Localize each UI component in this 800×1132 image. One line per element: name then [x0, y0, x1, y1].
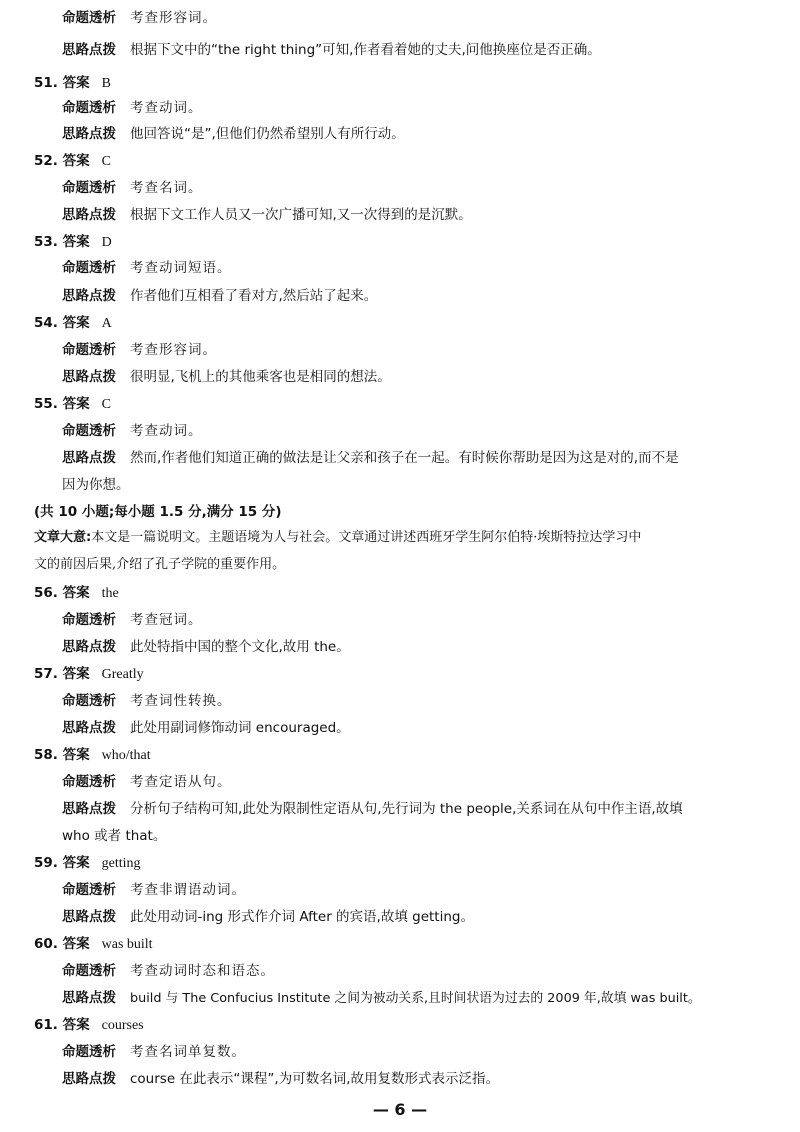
answer-60: 60. 答案 was built — [34, 936, 153, 952]
answer-53: 53. 答案 D — [34, 234, 112, 250]
analysis-line: 命题透析 考查非谓语动词。 — [62, 882, 246, 898]
hint-line: 思路点拨 分析句子结构可知,此处为限制性定语从句,先行词为 the people,关系词在从句中作主语,故填 — [62, 801, 683, 817]
section-heading: (共 10 小题;每小题 1.5 分,满分 15 分) — [34, 504, 282, 520]
answer-61: 61. 答案 courses — [34, 1017, 144, 1033]
analysis-line: 命题透析 考查名词。 — [62, 180, 203, 196]
analysis-line: 命题透析 考查动词时态和语态。 — [62, 963, 275, 979]
analysis-line: 命题透析 考查动词。 — [62, 100, 203, 116]
hint-continuation: 因为你想。 — [62, 477, 130, 493]
article-summary-continuation: 文的前因后果,介绍了孔子学院的重要作用。 — [34, 557, 286, 572]
answer-55: 55. 答案 C — [34, 396, 111, 412]
analysis-line: 命题透析 考查形容词。 — [62, 342, 217, 358]
hint-continuation: who 或者 that。 — [62, 828, 167, 844]
answer-59: 59. 答案 getting — [34, 855, 141, 871]
hint-line: 思路点拨 很明显,飞机上的其他乘客也是相同的想法。 — [62, 369, 391, 385]
hint-line: 思路点拨 他回答说“是”,但他们仍然希望别人有所行动。 — [62, 126, 405, 142]
hint-line: 思路点拨 根据下文工作人员又一次广播可知,又一次得到的是沉默。 — [62, 207, 472, 223]
answer-51: 51. 答案 B — [34, 75, 111, 91]
hint-line: 思路点拨 作者他们互相看了看对方,然后站了起来。 — [62, 288, 378, 304]
analysis-line: 命题透析 考查定语从句。 — [62, 774, 232, 790]
answer-58: 58. 答案 who/that — [34, 747, 151, 763]
analysis-line: 命题透析 考查动词。 — [62, 423, 203, 439]
answer-54: 54. 答案 A — [34, 315, 112, 331]
hint-line: 思路点拨 根据下文中的“the right thing”可知,作者看着她的丈夫,问他换座位是否正确。 — [62, 42, 601, 58]
analysis-line: 命题透析 考查形容词。 — [62, 10, 217, 26]
page-number: — 6 — — [372, 1100, 428, 1119]
hint-line: 思路点拨 此处用动词-ing 形式作介词 After 的宾语,故填 getting。 — [62, 909, 474, 925]
hint-line: 思路点拨 course 在此表示“课程”,为可数名词,故用复数形式表示泛指。 — [62, 1071, 499, 1087]
hint-line: 思路点拨 然而,作者他们知道正确的做法是让父亲和孩子在一起。有时候你帮助是因为这是对的,而不是 — [62, 450, 679, 466]
answer-56: 56. 答案 the — [34, 585, 119, 601]
hint-line: 思路点拨 build 与 The Confucius Institute 之间为被动关系,且时间状语为过去的 2009 年,故填 was built。 — [62, 990, 701, 1006]
analysis-line: 命题透析 考查词性转换。 — [62, 693, 232, 709]
analysis-line: 命题透析 考查动词短语。 — [62, 260, 232, 276]
answer-57: 57. 答案 Greatly — [34, 666, 144, 682]
analysis-line: 命题透析 考查冠词。 — [62, 612, 203, 628]
article-summary: 文章大意:本文是一篇说明文。主题语境为人与社会。文章通过讲述西班牙学生阿尔伯特·埃斯特拉达学习中 — [34, 530, 642, 545]
hint-line: 思路点拨 此处特指中国的整个文化,故用 the。 — [62, 639, 350, 655]
analysis-line: 命题透析 考查名词单复数。 — [62, 1044, 246, 1060]
answer-52: 52. 答案 C — [34, 153, 111, 169]
hint-line: 思路点拨 此处用副词修饰动词 encouraged。 — [62, 720, 350, 736]
